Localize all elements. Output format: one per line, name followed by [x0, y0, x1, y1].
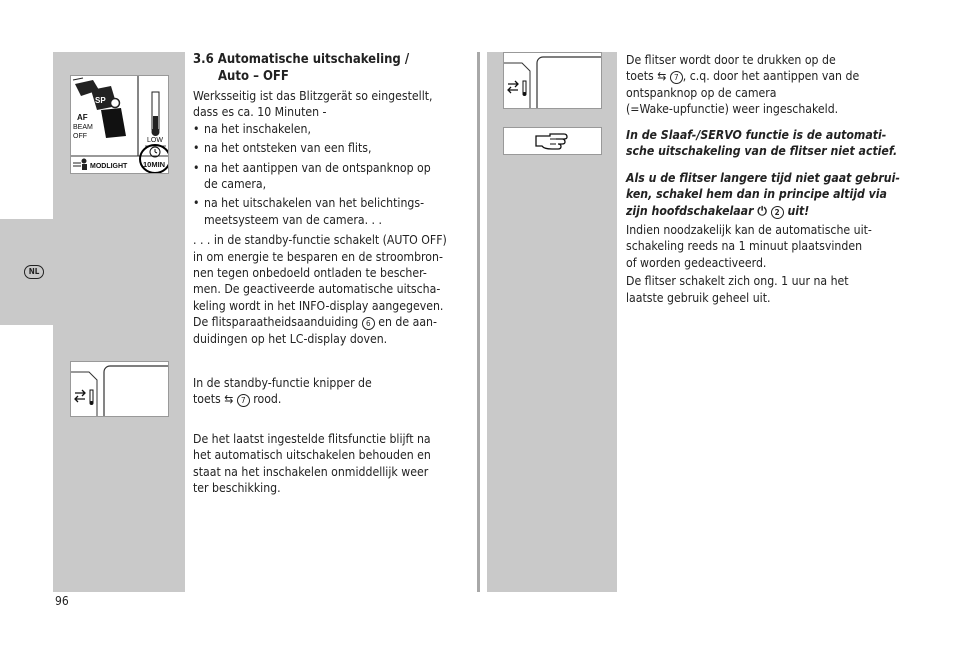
- retained-function-text: De het laatst ingestelde flitsfunctie blijft na het automatisch uitschakelen behouden en staat na het inschakelen onmiddellijk weer ter beschikking.: [193, 432, 431, 496]
- beam-label: BEAM: [73, 124, 93, 131]
- lcd-auto-off-illustration: [70, 75, 169, 174]
- slave-note: In de Slaaf-/SERVO functie is de automati- sche uitschakeling van de flitser niet actief.: [626, 128, 898, 159]
- bullet-item: • na het aantippen van de ontspanknop op de camera,: [193, 160, 473, 193]
- low-label: LOW: [147, 137, 163, 144]
- note-hand-icon: [503, 127, 602, 155]
- af-label: AF: [77, 113, 88, 122]
- lcd-wakeup-illustration: [503, 52, 602, 109]
- lcd-standby-illustration: [70, 361, 169, 417]
- left-text-column: [193, 52, 473, 347]
- off-label: OFF: [73, 133, 87, 140]
- column-divider: [477, 52, 480, 592]
- ref-number: 2: [771, 206, 784, 219]
- ref-number: 7: [237, 394, 250, 407]
- main-switch-warning: Als u de flitser langere tijd niet gaat gebrui- ken, schakel hem dan in principe altijd via zijn hoofdschakelaar ⏻ 2 uit!: [626, 171, 900, 218]
- ten-min-label: 10MIN: [143, 160, 166, 169]
- power-icon: ⏻: [757, 203, 767, 218]
- standby-text: In de standby-functie knipper de toets ⇆ 7 rood.: [193, 376, 372, 407]
- modlight-label: MODLIGHT: [90, 163, 128, 170]
- toggle-arrows-icon: ⇆: [224, 392, 234, 407]
- auto-off-detail-text: Indien noodzakelijk kan de automatische uit- schakeling reeds na 1 minuut plaatsvinden of worden gedeactiveerd. De flitser schakelt zich ong. 1 uur na het laatste gebruik geheel uit.: [626, 223, 872, 305]
- intro-line: dass es ca. 10 Minuten -: [193, 105, 327, 120]
- sp-label: SP: [95, 96, 106, 105]
- auto-off-paragraph: . . . in de standby-functie schakelt (AUTO OFF) in om energie te besparen en de stroombron- nen tegen onbedoeld ontladen te bescher- men. De geactiveerde automatische uitscha- keling wordt in het INFO-display aangegeven. De flitsparaatheidsaanduiding 6 en de aan- duidingen op het LC-display doven.: [193, 233, 447, 346]
- section-heading-line1: 3.6 Automatische uitschakeling /: [193, 52, 410, 67]
- page-number: 96: [55, 594, 69, 608]
- bullet-item: • na het uitschakelen van het belichtings- meetsysteem van de camera. . .: [193, 195, 473, 228]
- toggle-arrows-icon: ⇆: [657, 69, 667, 84]
- bullet-item: • na het ontsteken van een flits,: [193, 140, 473, 156]
- bullet-item: • na het inschakelen,: [193, 121, 473, 137]
- wakeup-text: De flitser wordt door te drukken op de toets ⇆ 7 , c.q. door het aantippen van de ontspanknop op de camera (=Wake-upfunctie) weer ingeschakeld.: [626, 53, 860, 117]
- ref-number: 7: [670, 71, 683, 84]
- section-heading-line2: Auto – OFF: [218, 68, 289, 84]
- ref-number: 6: [362, 317, 375, 330]
- intro-line: Werksseitig ist das Blitzgerät so eingestellt,: [193, 89, 433, 103]
- language-badge: NL: [24, 265, 44, 279]
